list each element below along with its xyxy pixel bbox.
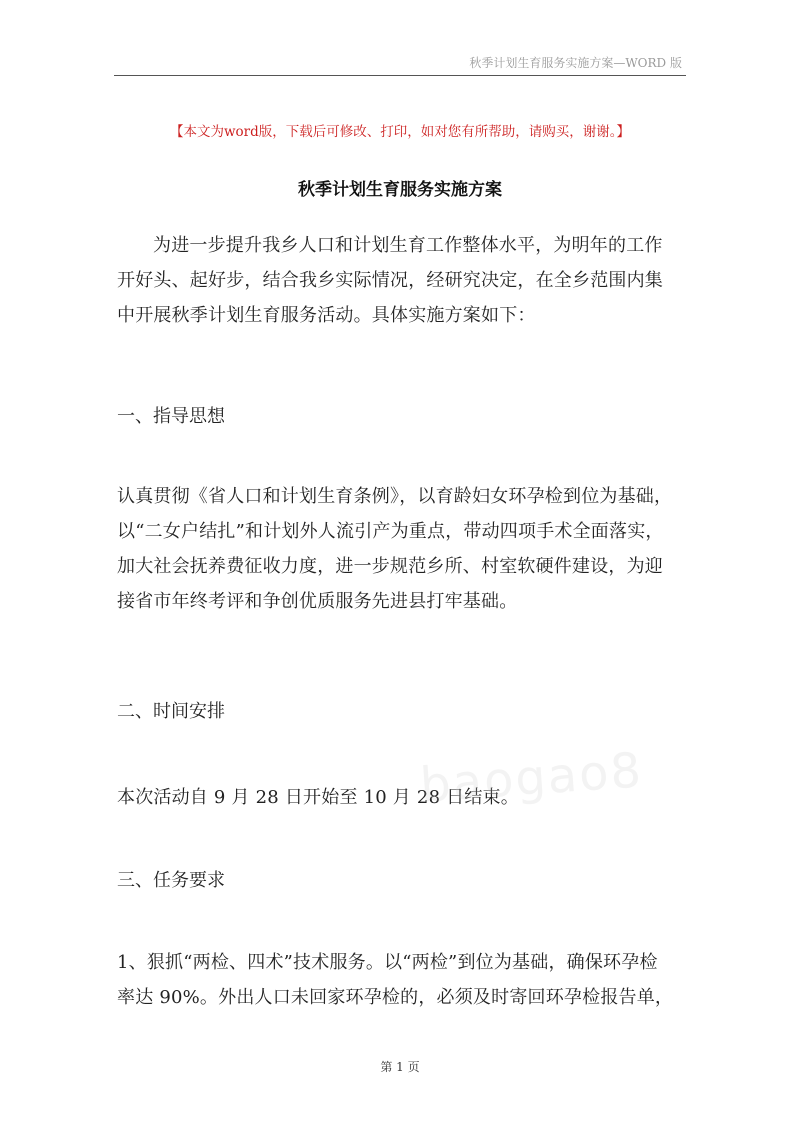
paragraph-line: 认真贯彻《省人口和计划生育条例》，以育龄妇女环孕检到位为基础， xyxy=(117,486,673,507)
intro-line: 为进一步提升我乡人口和计划生育工作整体水平，为明年的工作 xyxy=(153,235,663,256)
paragraph-line: 本次活动自 9 月 28 日开始至 10 月 28 日结束。 xyxy=(117,787,519,808)
paragraph-line: 率达 90%。外出人口未回家环孕检的，必须及时寄回环孕检报告单， xyxy=(117,987,674,1008)
paragraph-line: 1、狠抓“两检、四术”技术服务。以“两检”到位为基础，确保环孕检 xyxy=(117,952,658,973)
paragraph-line: 以“二女户结扎”和计划外人流引产为重点，带动四项手术全面落实， xyxy=(117,521,664,542)
section-3-paragraph xyxy=(117,945,689,1015)
purchase-notice: 【本文为word版，下载后可修改、打印，如对您有所帮助，请购买，谢谢。】 xyxy=(169,124,631,140)
paragraph-line: 接省市年终考评和争创优质服务先进县打牢基础。 xyxy=(117,591,518,612)
paragraph-line: 加大社会抚养费征收力度，进一步规范乡所、村室软硬件建设，为迎 xyxy=(117,556,663,577)
section-heading-requirements: 三、任务要求 xyxy=(117,870,225,891)
header-text: 秋季计划生育服务实施方案—WORD 版 xyxy=(469,56,682,70)
section-heading-guiding-ideology: 一、指导思想 xyxy=(117,406,225,427)
intro-paragraph xyxy=(117,228,689,333)
page-number: 第 1 页 xyxy=(380,1060,420,1074)
section-1-paragraph xyxy=(117,479,689,619)
watermark: baogao8 xyxy=(418,742,645,814)
document-title: 秋季计划生育服务实施方案 xyxy=(298,180,502,200)
section-heading-schedule: 二、时间安排 xyxy=(117,701,225,722)
header-divider xyxy=(114,75,686,76)
intro-line: 开好头、起好步，结合我乡实际情况，经研究决定，在全乡范围内集 xyxy=(117,270,663,291)
intro-line: 中开展秋季计划生育服务活动。具体实施方案如下： xyxy=(117,305,536,326)
